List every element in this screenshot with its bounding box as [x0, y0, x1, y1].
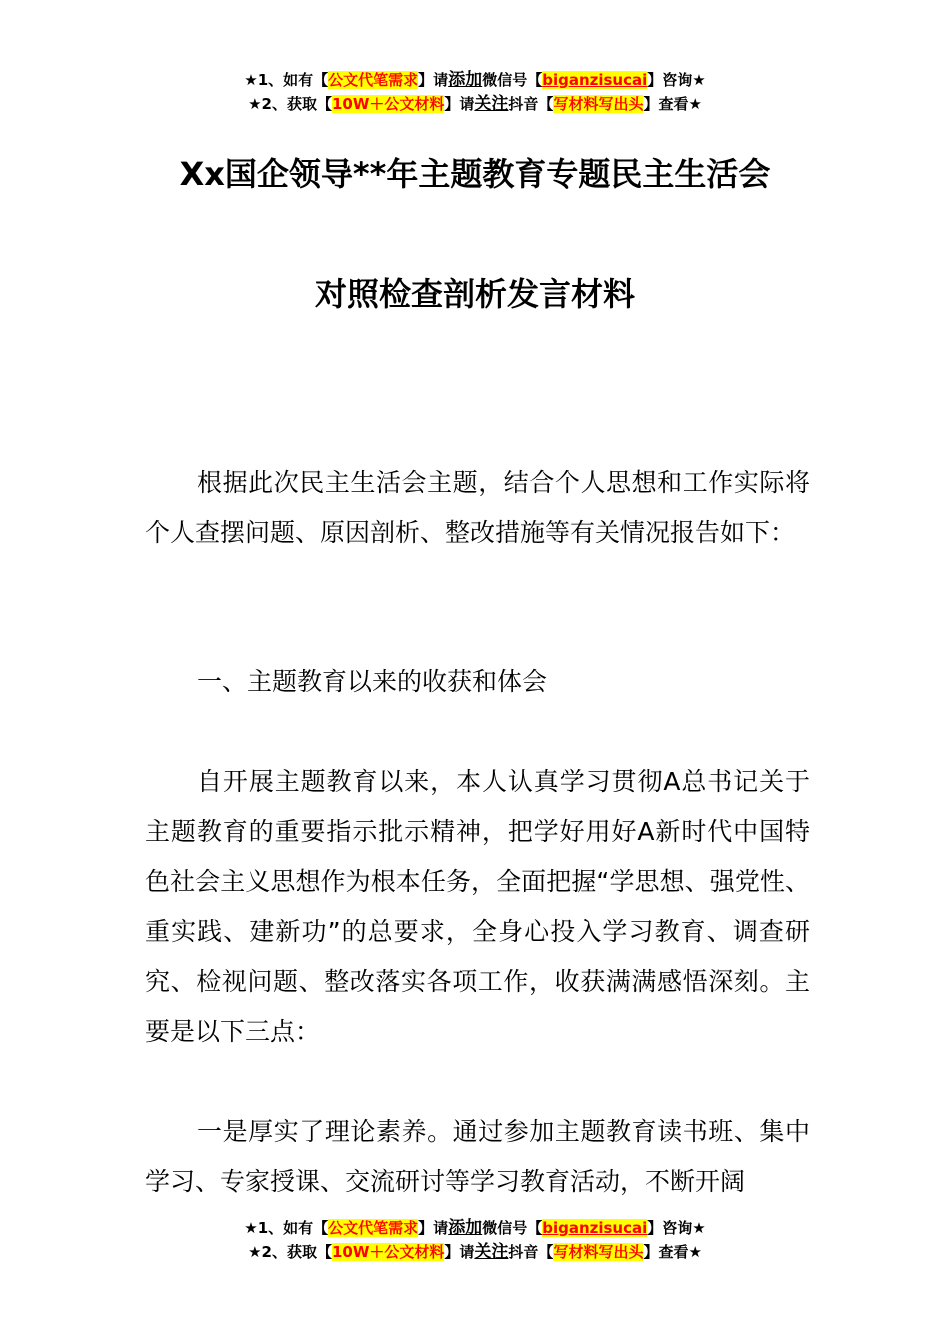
banner-emphasis: 关注: [474, 1242, 509, 1262]
service-highlight: 公文代笔需求: [328, 71, 419, 89]
bottom-banner: [0, 1216, 950, 1264]
banner-text: ★2、获取【: [248, 1243, 332, 1261]
banner-line-1: [0, 1216, 950, 1240]
service-highlight: 公文代笔需求: [328, 1219, 419, 1237]
douyin-account-highlight[interactable]: 写材料写出头: [553, 95, 644, 113]
banner-line-2: [0, 1240, 950, 1264]
banner-text: ★1、如有【: [244, 1219, 329, 1237]
banner-text: 微信号【: [482, 71, 543, 89]
wechat-id-link[interactable]: biganzisucai: [542, 71, 648, 89]
douyin-account-highlight[interactable]: 写材料写出头: [553, 1243, 644, 1261]
banner-text: 】请: [444, 1243, 475, 1261]
top-banner: [0, 68, 950, 116]
banner-text: 微信号【: [482, 1219, 543, 1237]
banner-text: ★1、如有【: [244, 71, 329, 89]
body-paragraph: 一是厚实了理论素养。通过参加主题教育读书班、集中学习、专家授课、交流研讨等学习教育活动，不断开阔: [145, 1117, 810, 1196]
body-paragraph: 自开展主题教育以来，本人认真学习贯彻A总书记关于主题教育的重要指示批示精神，把学好用好A新时代中国特色社会主义思想作为根本任务，全面把握“学思想、强党性、重实践、建新功”的总要求，全身心投入学习教育、调查研究、检视问题、整改落实各项工作，收获满满感悟深刻。主要是以下三点：: [145, 767, 810, 1046]
banner-text: 】查看★: [643, 1243, 702, 1261]
banner-text: ★2、获取【: [248, 95, 332, 113]
section-heading: 一、主题教育以来的收获和体会: [197, 667, 548, 696]
wechat-id-link[interactable]: biganzisucai: [542, 1219, 648, 1237]
banner-line-2: [0, 92, 950, 116]
intro-paragraph: 根据此次民主生活会主题，结合个人思想和工作实际将个人查摆问题、原因剖析、整改措施等有关情况报告如下：: [145, 468, 810, 547]
banner-text: 抖音【: [508, 95, 554, 113]
banner-emphasis: 关注: [474, 94, 509, 114]
materials-highlight: 10W＋公文材料: [331, 1243, 445, 1261]
banner-text: 】请: [418, 1219, 449, 1237]
banner-line-1: [0, 68, 950, 92]
banner-emphasis: 添加: [448, 70, 483, 90]
banner-emphasis: 添加: [448, 1218, 483, 1238]
banner-text: 】咨询★: [647, 1219, 706, 1237]
banner-text: 】请: [418, 71, 449, 89]
banner-text: 】查看★: [643, 95, 702, 113]
banner-text: 抖音【: [508, 1243, 554, 1261]
document-title-line-2: 对照检查剖析发言材料: [314, 275, 635, 313]
banner-text: 】咨询★: [647, 71, 706, 89]
materials-highlight: 10W＋公文材料: [331, 95, 445, 113]
banner-text: 】请: [444, 95, 475, 113]
document-title-line-1: Xx国企领导**年主题教育专题民主生活会: [179, 155, 771, 193]
